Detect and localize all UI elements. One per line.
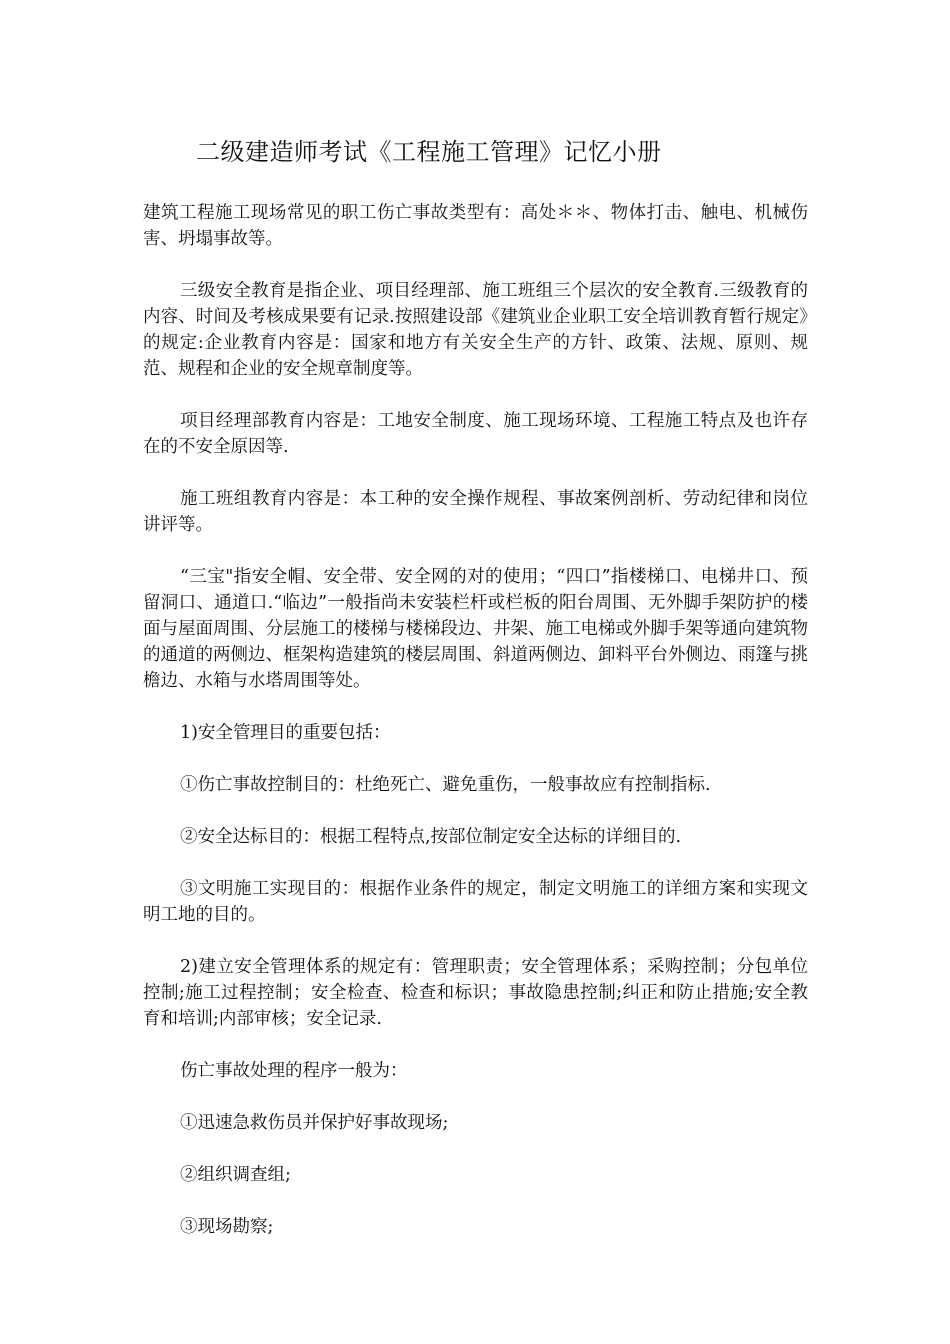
paragraph-goal-1: ①伤亡事故控制目的：杜绝死亡、避免重伤，一般事故应有控制指标.	[180, 775, 711, 795]
paragraph-safety-system: 2)建立安全管理体系的规定有：管理职责；安全管理体系；采购控制；分包单位控制;施工过程控制；安全检查、检查和标识；事故隐患控制;纠正和防止措施;安全教育和培训;内部审核；安全记录.	[143, 957, 808, 1029]
document-body	[143, 200, 808, 1266]
paragraph-accident-types: 建筑工程施工现场常见的职工伤亡事故类型有：高处＊＊、物体打击、触电、机械伤害、坍塌事故等。	[143, 203, 808, 249]
document-title: 二级建造师考试《工程施工管理》记忆小册	[196, 138, 662, 166]
paragraph-three-treasures: “三宝"指安全帽、安全带、安全网的对的使用；“四口”指楼梯口、电梯井口、预留洞口、通道口.“临边”一般指尚未安装栏杆或栏板的阳台周围、无外脚手架防护的楼面与屋面周围、分层施工的楼梯与楼梯段边、井架、施工电梯或外脚手架等通向建筑物的通道的两侧边、框架构造建筑的楼层周围、斜道两侧边、卸料平台外侧边、雨篷与挑檐边、水箱与水塔周围等处。	[143, 567, 808, 691]
paragraph-goal-3: ③文明施工实现目的：根据作业条件的规定，制定文明施工的详细方案和实现文明工地的目的。	[143, 879, 808, 925]
paragraph-three-level-education: 三级安全教育是指企业、项目经理部、施工班组三个层次的安全教育.三级教育的内容、时间及考核成果要有记录.按照建设部《建筑业企业职工安全培训教育暂行规定》的规定:企业教育内容是：国家和地方有关安全生产的方针、政策、法规、原则、规范、规程和企业的安全规章制度等。	[143, 281, 808, 379]
paragraph-accident-procedure-heading: 伤亡事故处理的程序一般为：	[180, 1061, 408, 1081]
paragraph-goal-2: ②安全达标目的：根据工程特点,按部位制定安全达标的详细目的.	[180, 827, 682, 847]
paragraph-safety-goals-heading: 1)安全管理目的重要包括：	[180, 723, 391, 743]
paragraph-procedure-2: ②组织调查组;	[180, 1165, 291, 1185]
paragraph-project-dept-education: 项目经理部教育内容是：工地安全制度、施工现场环境、工程施工特点及也许存在的不安全原因等.	[143, 411, 808, 457]
paragraph-procedure-3: ③现场勘察;	[180, 1217, 274, 1237]
paragraph-team-education: 施工班组教育内容是：本工种的安全操作规程、事故案例剖析、劳动纪律和岗位讲评等。	[143, 489, 808, 535]
paragraph-procedure-1: ①迅速急救伤员并保护好事故现场;	[180, 1113, 449, 1133]
